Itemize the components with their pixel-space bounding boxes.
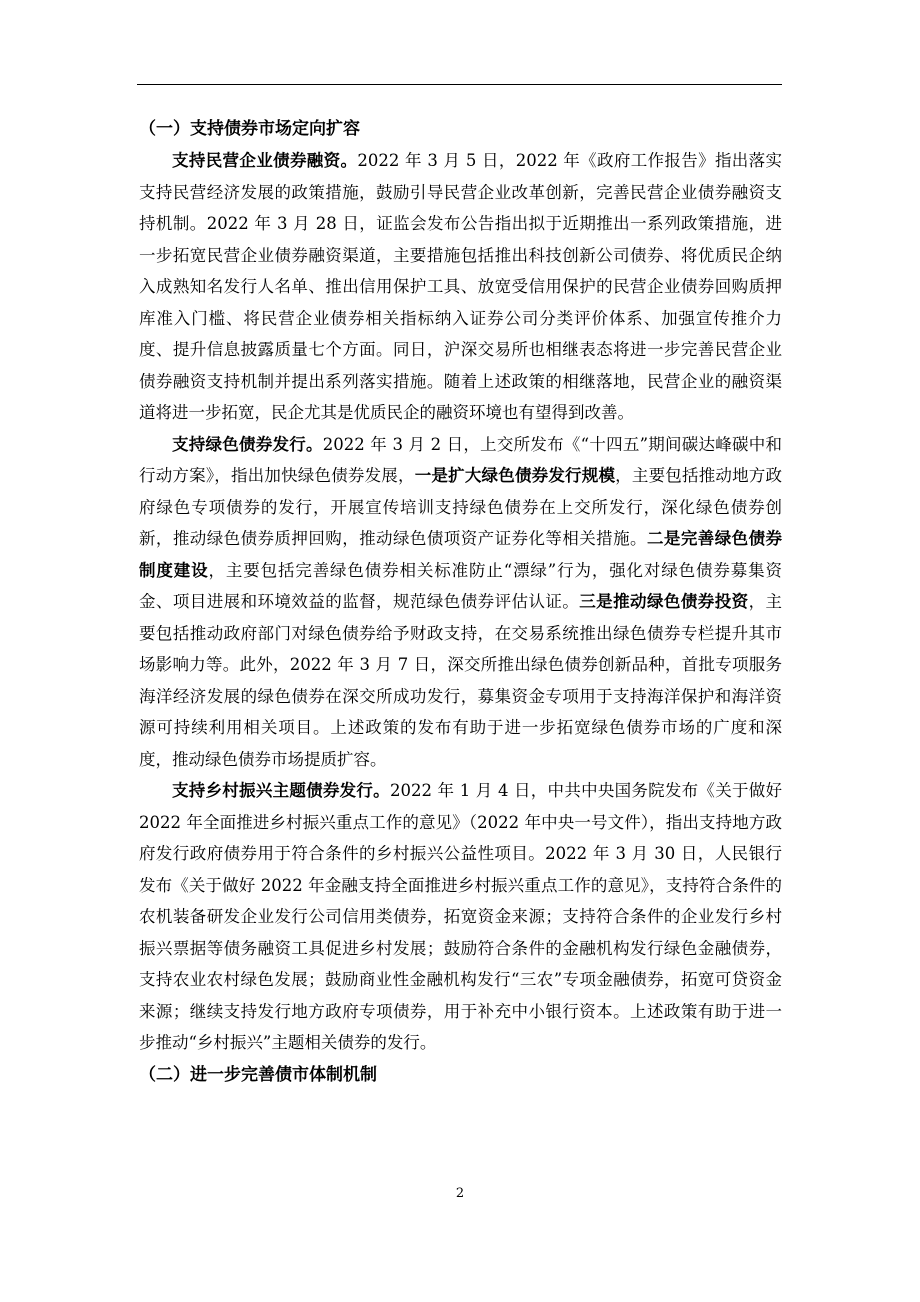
emphasis-text: 一是扩大绿色债券发行规模 [414, 466, 616, 485]
emphasis-text: 三是推动绿色债券投资 [579, 592, 749, 611]
paragraph-lead: 支持民营企业债券融资。 [172, 151, 358, 170]
paragraph-text: ，主要包括完善绿色债券相关标准防止“漂绿”行为，强化对绿色债券募集资金、项目进展和环境效益的监督，规范绿色债券评估认证。 [139, 560, 783, 611]
page-number: 2 [455, 1186, 465, 1201]
emphasis-text: 二是完善绿色债券制度建设 [139, 529, 783, 580]
paragraph-text: ，主要包括推动政府部门对绿色债券给予财政支持，在交易系统推出绿色债券专栏提升其市场影响力等。此外，2022 年 3 月 7 日，深交所推出绿色债券创新品种，首批专项服务海洋经济发展的绿色债券在深交所成功发行，募集资金专项用于支持海洋保护和海洋资源可持续利用相关项目。上述政策的发布有助于进一步拓宽绿色债券市场的广度和深度，推动绿色债券市场提质扩容。 [139, 592, 783, 769]
section-heading-2: （二）进一步完善债市体制机制 [139, 1064, 377, 1085]
document-body [139, 113, 782, 1091]
paragraph-text: 2022 年 1 月 4 日，中共中央国务院发布《关于做好 2022 年全面推进乡村振兴重点工作的意见》（2022 年中央一号文件），指出支持地方政府发行政府债券用于符合条件的乡村振兴公益性项目。2022 年 3 月 30 日，人民银行发布《关于做好 2022 年金融支持全面推进乡村振兴重点工作的意见》，支持符合条件的农机装备研发企业发行公司信用类债券，拓宽资金来源；支持符合条件的企业发行乡村振兴票据等债务融资工具促进乡村发展；鼓励符合条件的金融机构发行绿色金融债券，支持农业农村绿色发展；鼓励商业性金融机构发行“三农”专项金融债券，拓宽可贷资金来源；继续支持发行地方政府专项债券，用于补充中小银行资本。上述政策有助于进一步推动“乡村振兴”主题相关债券的发行。 [139, 781, 782, 1052]
paragraph-lead: 支持乡村振兴主题债券发行。 [172, 781, 390, 800]
paragraph-rural-revitalization-bonds [139, 775, 782, 1059]
paragraph-green-bonds [139, 429, 782, 776]
section-heading-1: （一）支持债券市场定向扩容 [139, 119, 360, 139]
paragraph-text: 2022 年 3 月 5 日，2022 年《政府工作报告》指出落实支持民营经济发展的政策措施，鼓励引导民营企业改革创新，完善民营企业债券融资支持机制。2022 年 3 月 28 日，证监会发布公告指出拟于近期推出一系列政策措施，进一步拓宽民营企业债券融资渠道，主要措施包括推出科技创新公司债券、将优质民企纳入成熟知名发行人名单、推出信用保护工具、放宽受信用保护的民营企业债券回购质押库准入门槛、将民营企业债券相关指标纳入证券公司分类评价体系、加强宣传推介力度、提升信息披露质量七个方面。同日，沪深交易所也相继表态将进一步完善民营企业债券融资支持机制并提出系列落实措施。随着上述政策的相继落地，民营企业的融资渠道将进一步拓宽，民企尤其是优质民企的融资环境也有望得到改善。 [139, 151, 783, 422]
paragraph-text: ，主要包括推动地方政府绿色专项债券的发行，开展宣传培训支持绿色债券在上交所发行，深化绿色债券创新，推动绿色债券质押回购，推动绿色债项资产证券化等相关措施。 [139, 466, 783, 548]
paragraph-text: 2022 年 3 月 2 日，上交所发布《“十四五”期间碳达峰碳中和行动方案》，指出加快绿色债券发展， [139, 434, 782, 485]
paragraph-private-enterprise-bonds [139, 145, 782, 429]
paragraph-lead: 支持绿色债券发行。 [172, 434, 323, 454]
header-rule [137, 84, 782, 85]
